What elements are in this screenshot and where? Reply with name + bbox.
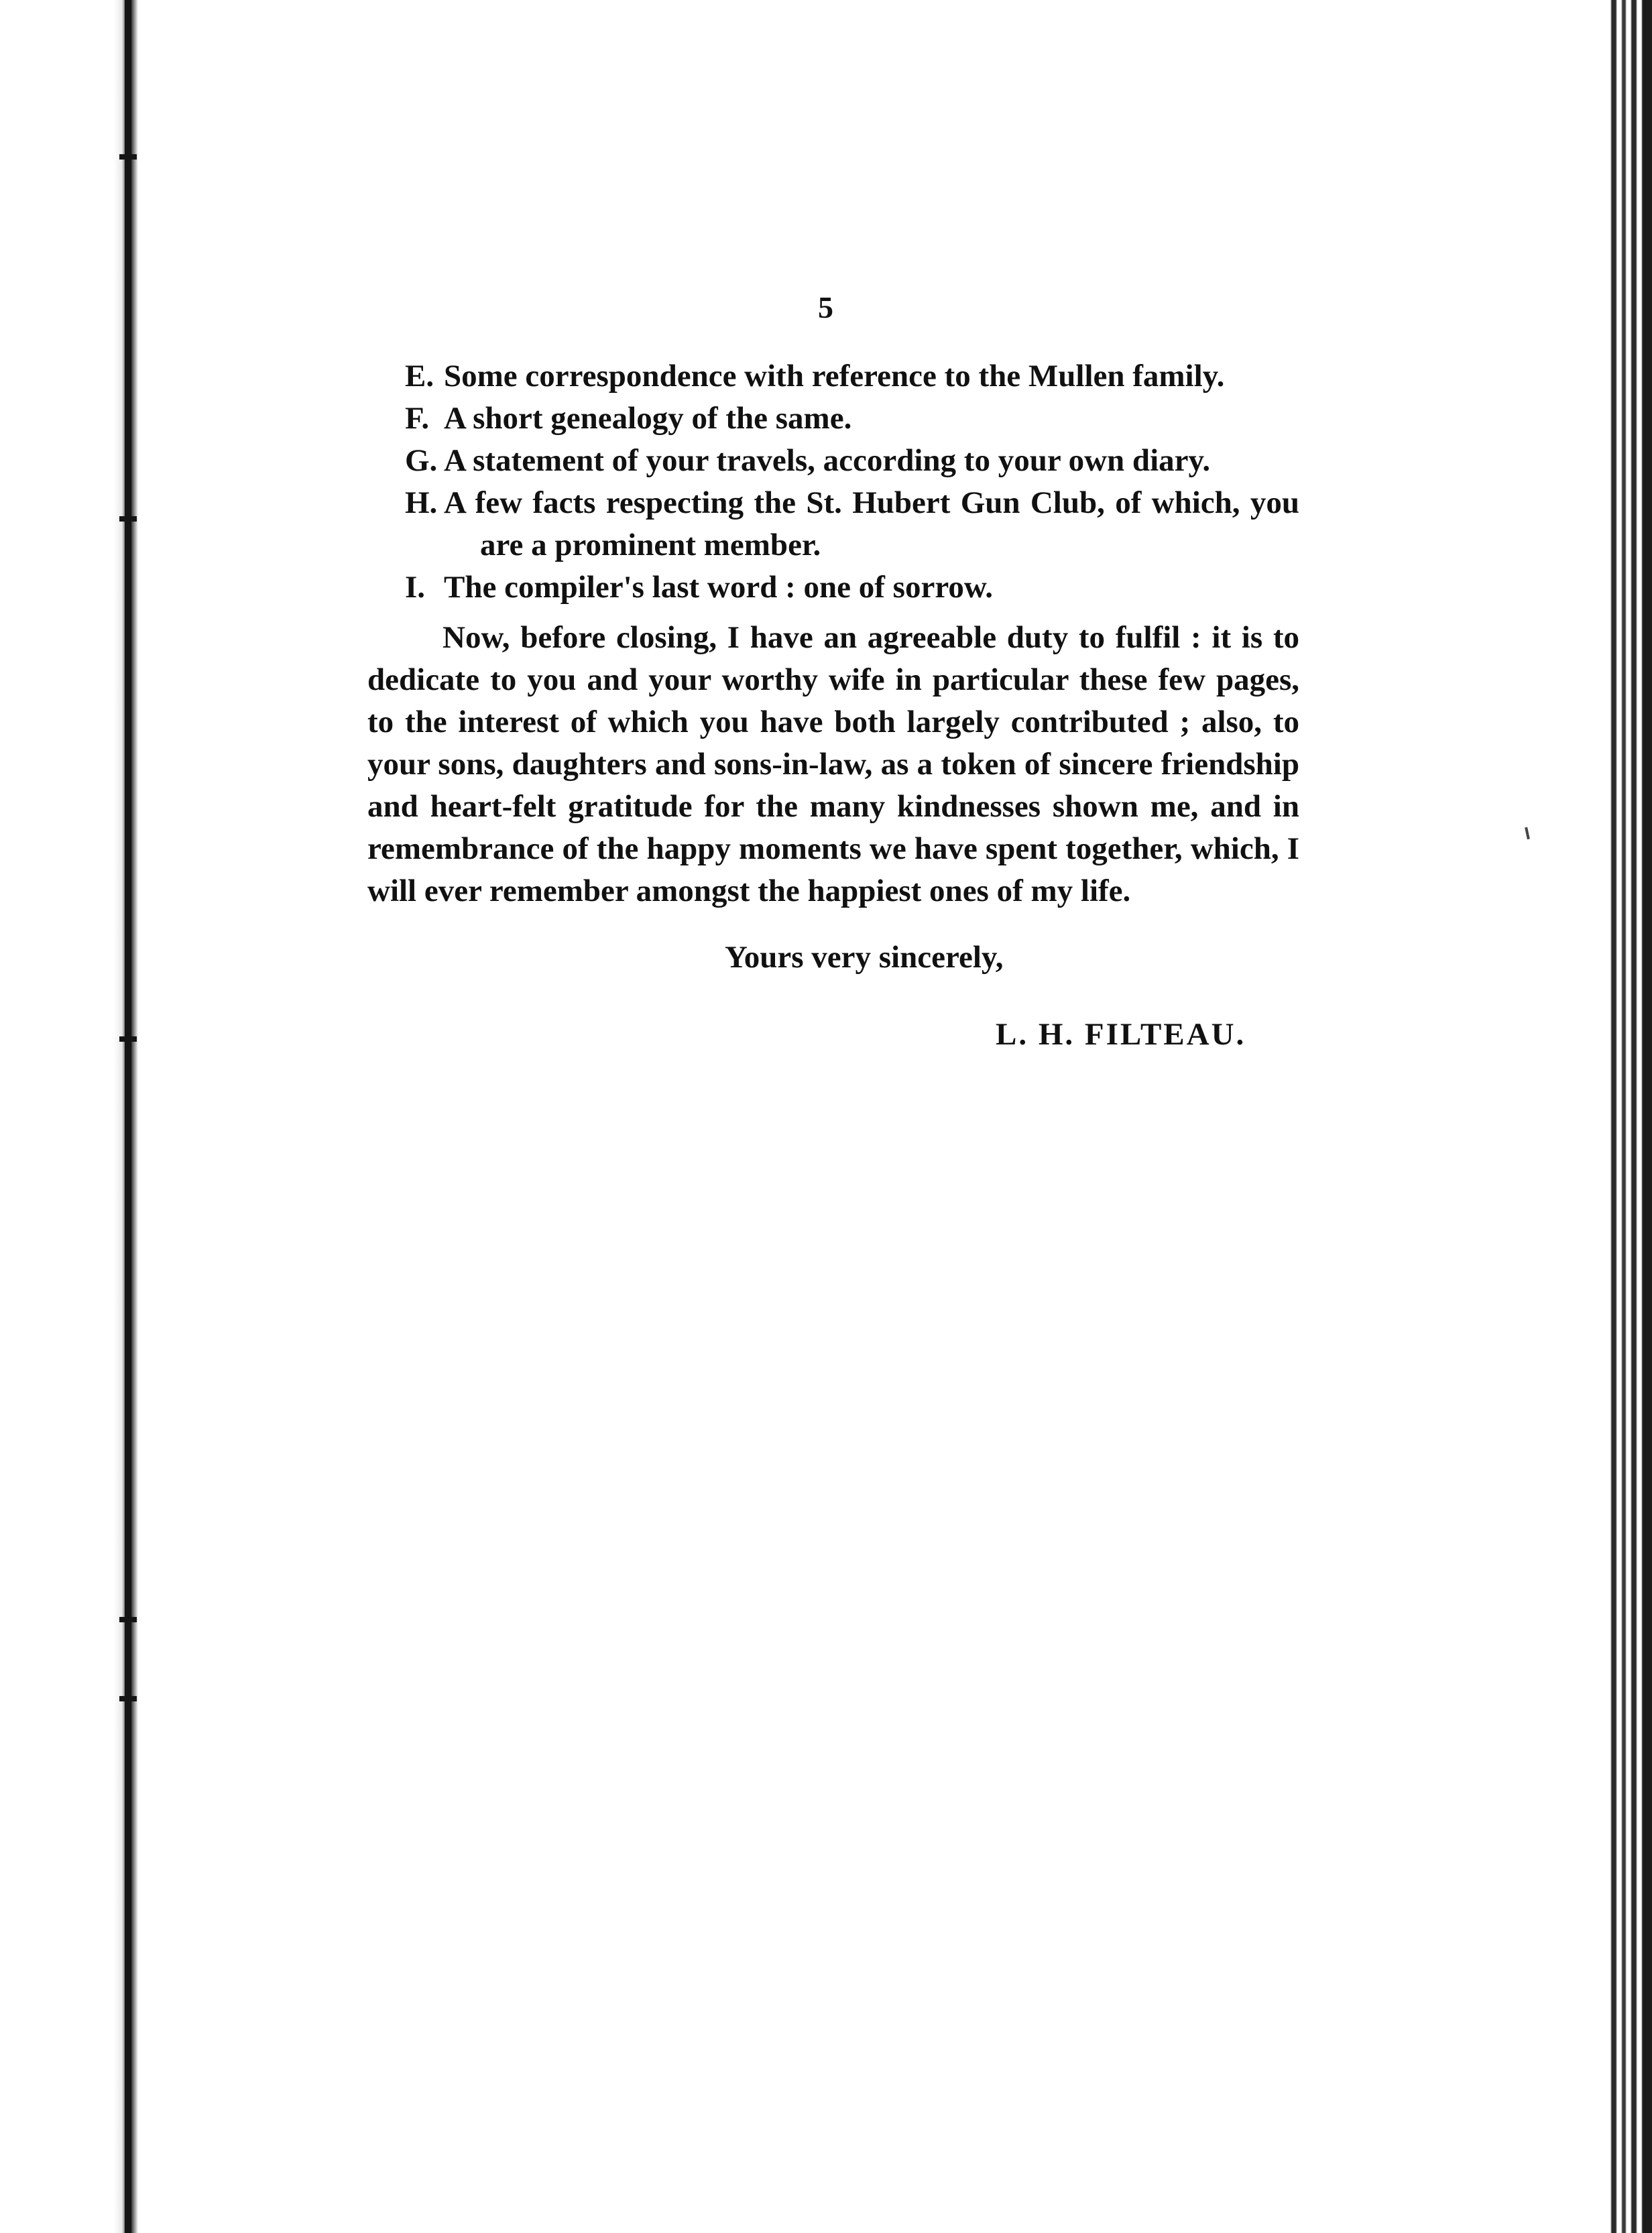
list-item-text: The compiler's last word : one of sorrow. [444, 570, 993, 605]
list-item [367, 355, 1299, 398]
list-item-text: A short genealogy of the same. [444, 401, 852, 436]
list-item-letter: E. [405, 359, 434, 394]
list-item [367, 440, 1299, 482]
list-item-text: A few facts respecting the St. Hubert Gun Club, of which, you are a prominent member. [444, 485, 1299, 562]
stray-ink-mark [1525, 827, 1530, 839]
list-item-text: A statement of your travels, according to your own diary. [444, 443, 1211, 478]
page-body [367, 355, 1299, 1056]
list-item-letter: H. [405, 485, 438, 520]
list-item-text: Some correspondence with reference to the Mullen family. [444, 359, 1225, 394]
list-item [367, 566, 1299, 609]
list-item-letter: G. [405, 443, 438, 478]
list-item [367, 482, 1299, 566]
page-number: 5 [818, 290, 834, 324]
list-item [367, 398, 1299, 440]
closing-salutation: Yours very sincerely, [725, 940, 1004, 975]
list-item-letter: F. [405, 401, 430, 436]
dedication-paragraph: Now, before closing, I have an agreeable duty to fulfil : it is to dedicate to you and your worthy wife in particular these few pages, to the interest of which you have both largely contributed ; also, to your sons, daughters and sons-in-law, as a token of sincere friendship and heart-felt gratitude for the many kindnesses shown me, and in remembrance of the happy moments we have spent together, which, I will ever remember amongst the happiest ones of my life. [367, 620, 1299, 908]
signature: L. H. FILTEAU. [996, 1017, 1246, 1052]
list-item-letter: I. [405, 570, 426, 605]
